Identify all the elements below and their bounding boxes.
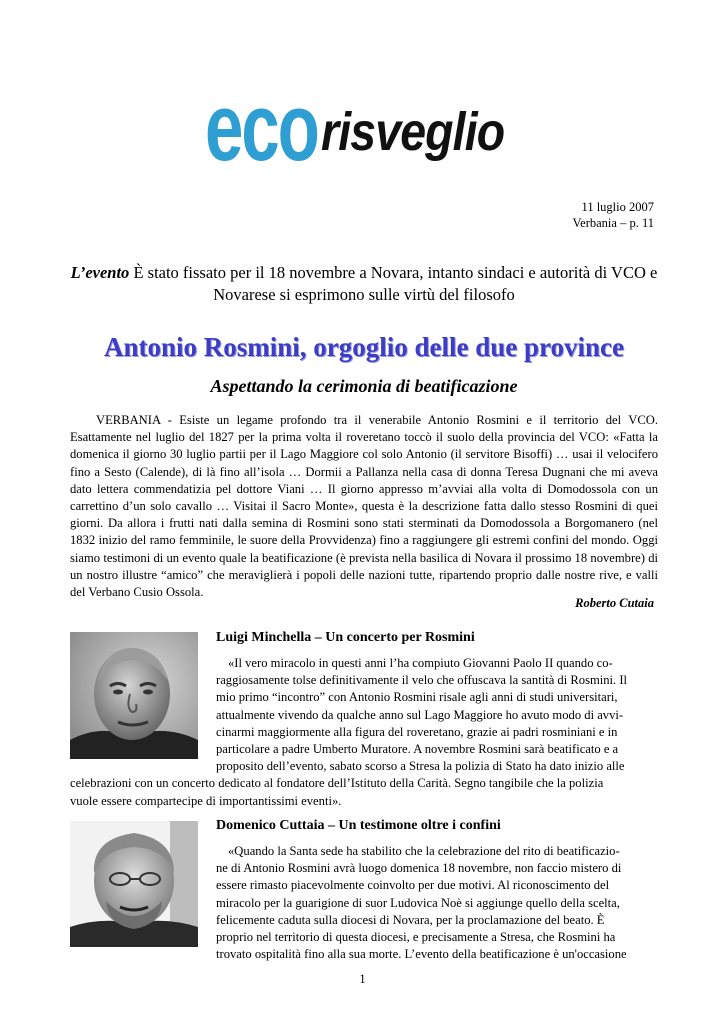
- text-line: attualmente vivendo da qualche anno sul Lago Maggiore ho avuto modo di avvi-: [216, 707, 624, 722]
- section-title-cuttaia: Domenico Cuttaia – Un testimone oltre i confini: [216, 818, 501, 833]
- text-line: celebrazioni con un concerto dedicato al fondatore dell’Istituto della Carità. Segno tangibile che la polizia: [70, 776, 604, 791]
- dateline: [573, 199, 654, 231]
- headline: Antonio Rosmini, orgoglio delle due province: [103, 332, 625, 362]
- text-line: cinarmi maggiormente alla figura del roveretano, grazie ai padri rosminiani e in: [216, 724, 618, 739]
- masthead-logo: [205, 74, 555, 181]
- page-number: 1: [359, 972, 366, 986]
- text-line: felicemente caduta sulla diocesi di Novara, per la proclamazione del beato. È: [216, 912, 605, 927]
- publication-date: 11 luglio 2007: [581, 200, 654, 214]
- section-title-minchella: Luigi Minchella – Un concerto per Rosmini: [216, 630, 475, 645]
- text-line: particolare a padre Umberto Muratore. A novembre Rosmini sarà beatificato e a: [216, 742, 619, 757]
- text-line: «Quando la Santa sede ha stabilito che la celebrazione del rito di beatificazio-: [228, 844, 620, 858]
- text-line: trovato ospitalità fino alla sua morte. L’evento della beatificazione è un'occasione: [216, 947, 627, 962]
- text-line: «Il vero miracolo in questi anni l’ha compiuto Giovanni Paolo II quando co-: [228, 656, 613, 670]
- section-body-cuttaia: [70, 843, 658, 963]
- logo-risveglio-text: risveglio: [321, 102, 505, 162]
- subheadline: Aspettando la cerimonia di beatificazione: [210, 376, 518, 396]
- kicker-label: L’evento: [70, 263, 130, 282]
- kicker-text: È stato fissato per il 18 novembre a Novara, intanto sindaci e autorità di VCO e Novarese si esprimono sulle virtù del filosofo: [129, 263, 658, 304]
- text-line: vuole essere compartecipe di importantissimi eventi».: [70, 793, 342, 808]
- text-line: essere rimasto piacevolmente coinvolto per due motivi. Al riconoscimento del: [216, 878, 610, 893]
- text-line: mio primo “incontro” con Antonio Rosmini risale agli anni di studi universitari,: [216, 690, 618, 705]
- text-line: miracolo per la guarigione di suor Ludovica Noè si aggiunge quello della scelta,: [216, 895, 620, 910]
- logo-eco-text: eco: [205, 74, 318, 181]
- lead-paragraph: [70, 412, 658, 601]
- kicker: [70, 262, 658, 306]
- author-signature: Roberto Cutaia: [575, 596, 654, 610]
- text-line: ne di Antonio Rosmini avrà luogo domenica 18 novembre, non faccio mistero di: [216, 861, 622, 876]
- text-line: raggiosamente tolse definitivamente il velo che offuscava la santità di Rosmini. Il: [216, 673, 628, 688]
- section-body-minchella: [70, 655, 658, 810]
- text-line: proprio nel territorio di questa diocesi, e precisamente a Stresa, che Rosmini ha: [216, 930, 616, 945]
- text-line: proposito dell’evento, sabato scorso a Stresa la polizia di Stato ha dato inizio alle: [216, 759, 625, 774]
- publication-place-page: Verbania – p. 11: [572, 216, 654, 230]
- lead-paragraph-text: VERBANIA - Esiste un legame profondo tra il venerabile Antonio Rosmini e il territorio del VCO. Esattamente nel luglio del 1827 per la prima volta il roveretano toccò il suolo della provincia del VCO: «Fatta la domenica il giorno 30 luglio partii per il Lago Maggiore col solo Antonio (il servitore Bisoffi) … usai il velocifero fino a Sesto (Calende), di là fino all’isola … Dormii a Pallanza nella casa di donna Teresa Dugnani che mi aveva dato lettera commendatizia pel dottore Viani … Il giorno appresso m’avviai alla volta di Domodossola con un carrettino d’un solo cavallo … Visitai il Sacro Monte», questa è la descrizione fatta dallo stesso Rosmini di quei giorni. Da allora i frutti nati dalla semina di Rosmini sono stati sterminati da Domodossola a Borgomanero (nel 1832 inizio del ramo femminile, le suore della Provvidenza) fino a raggiungere gli estremi confini del mondo. Oggi siamo testimoni di un evento quale la beatificazione (è prevista nella basilica di Novara il prossimo 18 novembre) di un nostro illustre “amico” che meraviglierà i popoli delle nazioni tutte, ripartendo proprio dalle nostre rive, e valli del Verbano Cusio Ossola.: [70, 413, 658, 600]
